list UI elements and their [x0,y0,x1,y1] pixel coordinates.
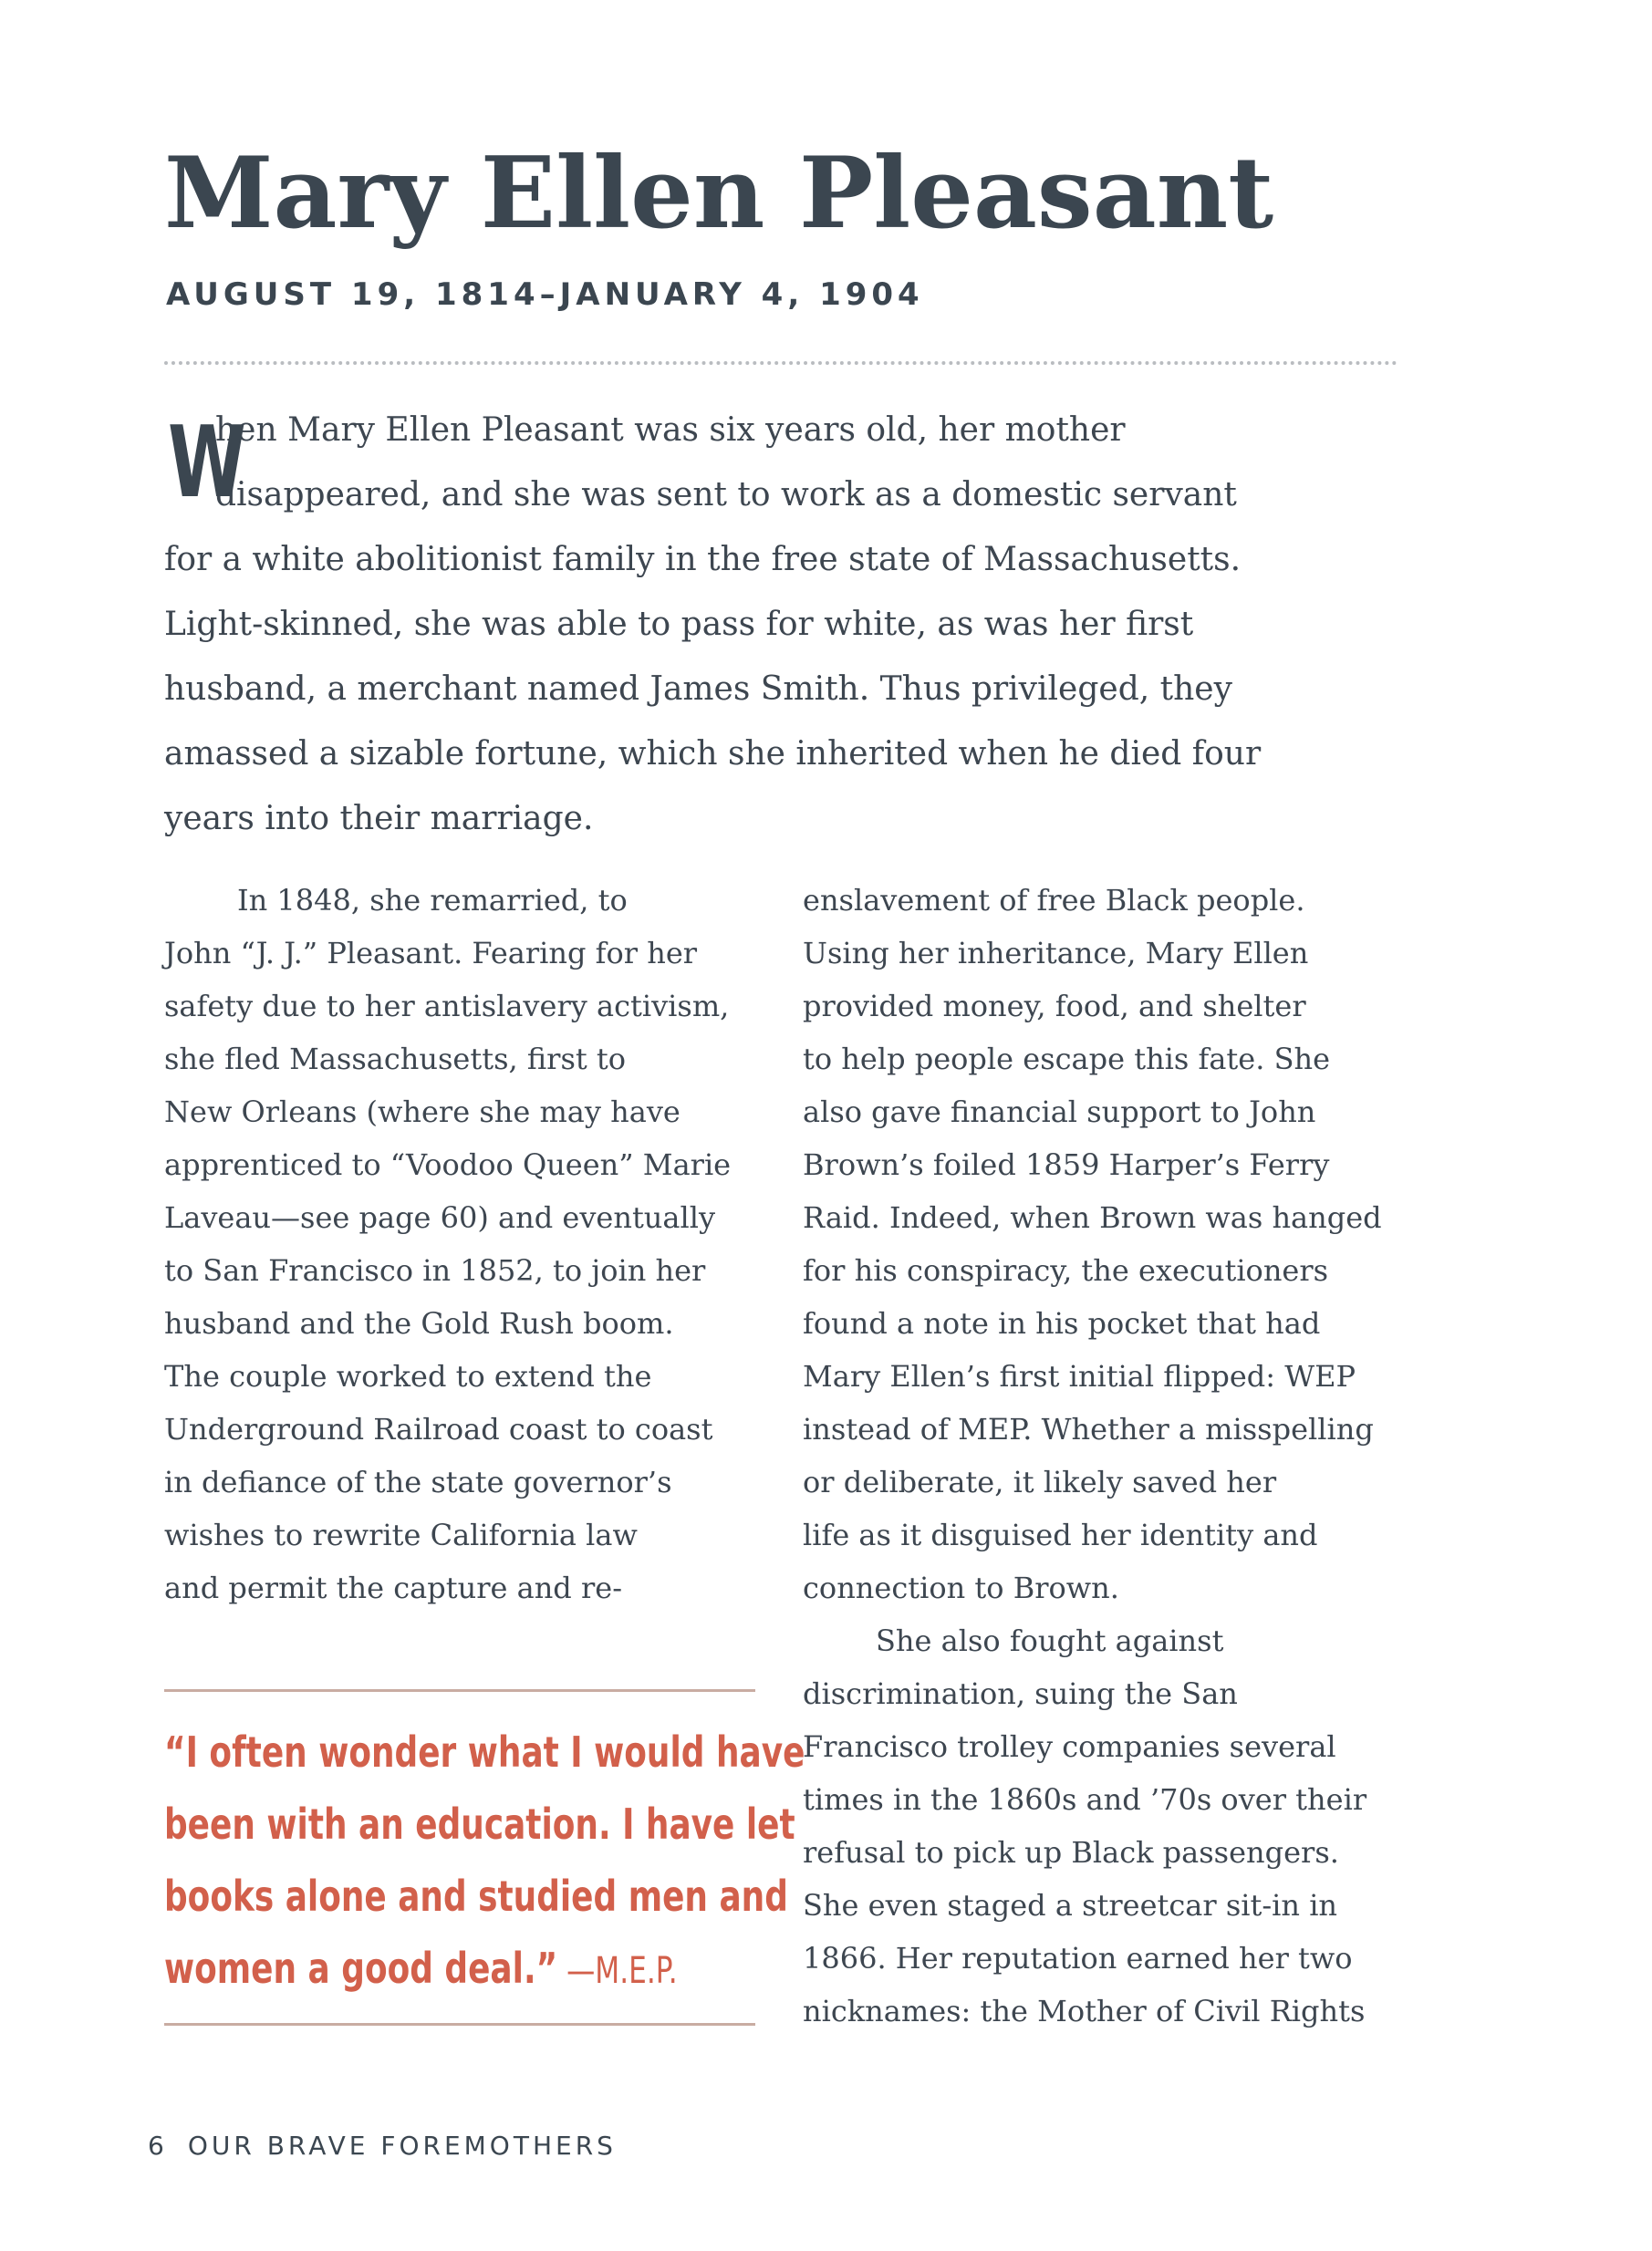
body-line: husband and the Gold Rush boom. [164,1306,674,1341]
body-line: Raid. Indeed, when Brown was hanged [803,1200,1382,1235]
page-footer [148,2131,617,2161]
pull-quote [164,1717,805,2005]
body-line: to San Francisco in 1852, to join her [164,1253,706,1288]
body-line: discrimination, suing the San [803,1676,1238,1711]
intro-line: disappeared, and she was sent to work as a domestic servant [215,476,1237,513]
body-line: for his conspiracy, the executioners [803,1253,1329,1288]
body-line: life as it disguised her identity and [803,1518,1318,1552]
life-dates: AUGUST 19, 1814–JANUARY 4, 1904 [166,276,924,313]
body-line: also gave financial support to John [803,1094,1316,1129]
intro-paragraph [164,398,1350,851]
body-line: found a note in his pocket that had [803,1306,1321,1341]
body-line: and permit the capture and re- [164,1571,622,1605]
intro-line: for a white abolitionist family in the free state of Massachusetts. [164,541,1242,578]
body-line: nicknames: the Mother of Civil Rights [803,1994,1366,2028]
body-line: enslavement of free Black people. [803,883,1305,918]
pull-quote-line [164,1933,678,2005]
body-line: New Orleans (where she may have [164,1094,681,1129]
dotted-divider [164,361,1397,365]
body-line: or deliberate, it likely saved her [803,1465,1277,1499]
body-line: Mary Ellen’s first initial flipped: WEP [803,1359,1356,1394]
body-line: She also fought against [876,1623,1224,1658]
body-line: Laveau—see page 60) and eventually [164,1200,716,1235]
body-line: Underground Railroad coast to coast [164,1412,713,1447]
body-line: Using her inheritance, Mary Ellen [803,936,1309,970]
body-line: wishes to rewrite California law [164,1518,638,1552]
body-column-left [164,874,766,1614]
body-line: provided money, food, and shelter [803,989,1306,1023]
pull-quote-line: been with an education. I have let [164,1800,795,1849]
pull-quote-bottom-rule [164,2023,755,2026]
pull-quote-top-rule [164,1689,755,1692]
body-line: The couple worked to extend the [164,1359,652,1394]
body-line: instead of MEP. Whether a misspelling [803,1412,1374,1447]
body-line: safety due to her antislavery activism, [164,989,730,1023]
body-line: times in the 1860s and ’70s over their [803,1782,1367,1817]
pull-quote-attribution: —M.E.P. [557,1950,678,1992]
body-line: to help people escape this fate. She [803,1042,1331,1076]
body-line: John “J. J.” Pleasant. Fearing for her [164,936,698,970]
body-column-right [803,874,1405,2038]
intro-line: amassed a sizable fortune, which she inherited when he died four [164,735,1262,773]
page-number: 6 [148,2131,168,2161]
pull-quote-text: women a good deal.” [164,1944,558,1993]
pull-quote-line: books alone and studied men and [164,1872,788,1921]
pull-quote-line: “I often wonder what I would have [164,1727,805,1777]
intro-line: years into their marriage. [164,800,594,837]
body-line: In 1848, she remarried, to [237,883,628,918]
intro-line: Light-skinned, she was able to pass for white, as was her first [164,606,1194,643]
body-line: She even staged a streetcar sit-in in [803,1888,1338,1923]
body-line: 1866. Her reputation earned her two [803,1941,1353,1976]
body-line: Francisco trolley companies several [803,1729,1336,1764]
body-line: Brown’s foiled 1859 Harper’s Ferry [803,1147,1330,1182]
body-line: connection to Brown. [803,1571,1119,1605]
body-line: in defiance of the state governor’s [164,1465,672,1499]
body-line: she fled Massachusetts, first to [164,1042,627,1076]
drop-cap: W [168,406,246,520]
body-line: apprenticed to “Voodoo Queen” Marie [164,1147,732,1182]
intro-line: hen Mary Ellen Pleasant was six years old, her mother [215,411,1126,449]
page-title: Mary Ellen Pleasant [164,136,1274,251]
intro-line: husband, a merchant named James Smith. Thus privileged, they [164,670,1232,708]
running-title: OUR BRAVE FOREMOTHERS [187,2131,617,2161]
body-line: refusal to pick up Black passengers. [803,1835,1339,1870]
